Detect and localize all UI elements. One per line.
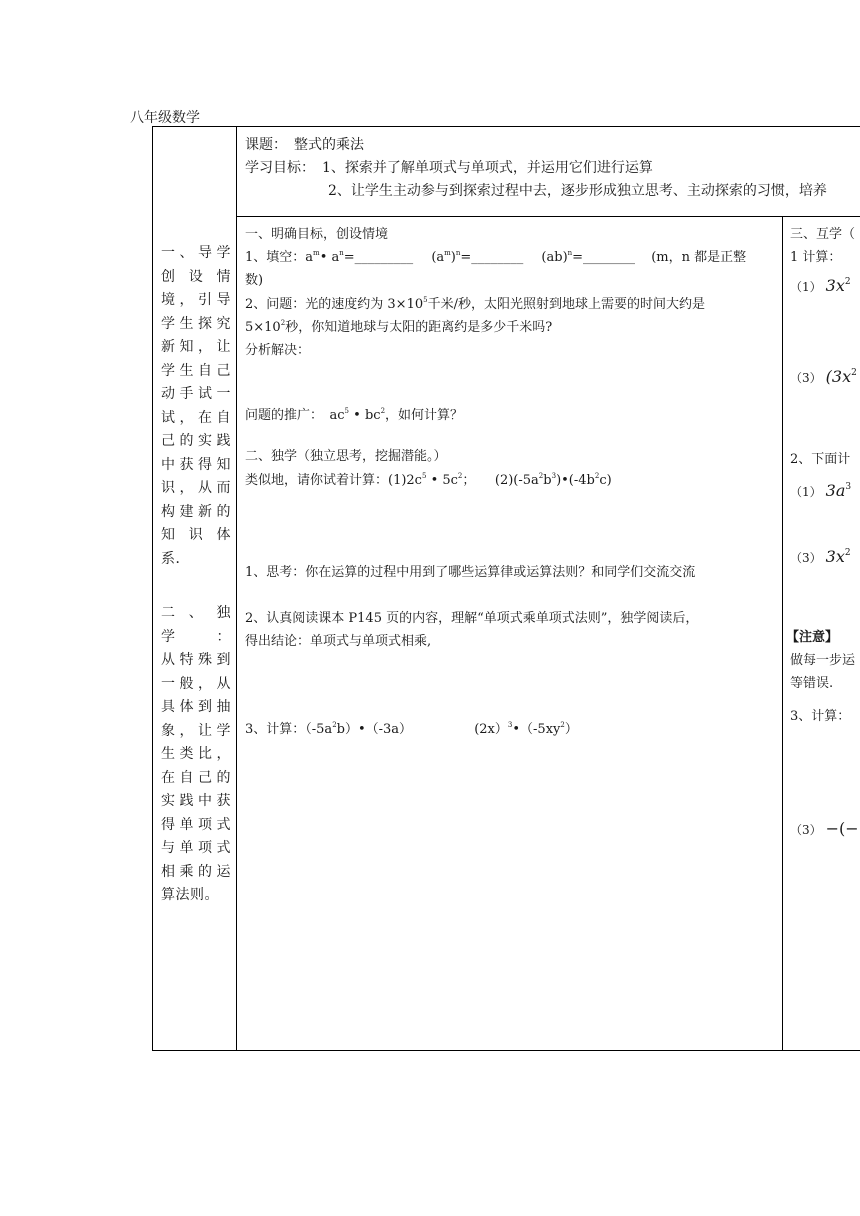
exp: 2 bbox=[560, 721, 565, 729]
problem-line-2 bbox=[245, 316, 552, 335]
table-mid-border bbox=[236, 216, 860, 217]
self-line: 象，让学 bbox=[161, 722, 231, 739]
guide-line: 知 识 体 bbox=[161, 527, 231, 543]
lesson-title: 课题： 整式的乘法 bbox=[245, 137, 364, 153]
text: 类似地，请你试着计算：(1)2c bbox=[245, 473, 422, 488]
fill-note: (m，n 都是正整 bbox=[651, 250, 747, 265]
text: （3） bbox=[790, 551, 822, 565]
right-q2-item-1 bbox=[790, 481, 851, 500]
objective-2: 2、让学生主动参与到探索过程中去，逐步形成独立思考、主动探索的习惯，培养 bbox=[328, 183, 827, 199]
table-top-border bbox=[152, 126, 860, 127]
right-item-3 bbox=[790, 367, 857, 386]
think-question: 1、思考：你在运算的过程中用到了哪些运算律或运算法则？和同学们交流交流 bbox=[245, 565, 696, 580]
self-line: 具体到抽 bbox=[161, 699, 231, 715]
table-left-border bbox=[152, 126, 153, 1051]
analysis-label: 分析解决： bbox=[245, 343, 311, 358]
guide-line: 己的实践 bbox=[161, 433, 231, 449]
exp: 5 bbox=[423, 296, 428, 304]
text: 2、问题：光的速度约为 3×10 bbox=[245, 297, 424, 312]
math: 3a bbox=[825, 481, 846, 500]
right-calc-3: 3、计算： bbox=[790, 709, 851, 724]
guide-line: 试，在自 bbox=[161, 409, 231, 426]
exp: 2 bbox=[538, 472, 544, 480]
similar-exercise bbox=[245, 469, 612, 488]
exp: 2 bbox=[332, 721, 337, 729]
exp: 2 bbox=[380, 407, 386, 415]
text: （3） bbox=[790, 371, 822, 385]
exp: 2 bbox=[594, 472, 600, 480]
reading-line-2: 得出结论：单项式与单项式相乘, bbox=[245, 634, 432, 649]
problem-line-1 bbox=[245, 293, 705, 312]
blank: =________ bbox=[572, 250, 636, 265]
exp: n bbox=[339, 249, 344, 257]
math: (3x bbox=[825, 367, 852, 386]
self-line: 生类比， bbox=[161, 746, 231, 762]
guide-line: 创 设 情 bbox=[161, 268, 231, 285]
note-line-1: 做每一步运 bbox=[790, 653, 856, 668]
right-calc-label: 1 计算： bbox=[790, 250, 842, 265]
text: b）•（-3a） bbox=[336, 722, 413, 737]
math: −(− bbox=[825, 819, 859, 838]
exp: n bbox=[567, 249, 573, 257]
expr: • a bbox=[319, 250, 340, 265]
exp: 5 bbox=[421, 472, 427, 480]
objective-1: 学习目标： 1、探索并了解单项式与单项式，并运用它们进行运算 bbox=[245, 160, 653, 176]
section-3-heading: 三、互学（ bbox=[790, 227, 856, 242]
exp: 2 bbox=[280, 319, 286, 327]
text: ； (2)(-5a bbox=[462, 473, 539, 488]
self-line: 一般，从 bbox=[161, 675, 231, 692]
right-calc-3-item bbox=[790, 819, 859, 838]
self-line: 在自己的 bbox=[161, 769, 231, 786]
expr: (ab) bbox=[541, 250, 568, 265]
guide-line: 新知，让 bbox=[161, 339, 231, 355]
fill-prefix: 1、填空： bbox=[245, 250, 306, 265]
self-line: 二、独学： bbox=[161, 605, 231, 645]
blank: =________ bbox=[460, 250, 524, 265]
self-line: 算法则。 bbox=[161, 887, 219, 903]
exp: 2 bbox=[844, 277, 851, 287]
section-2-heading: 二、独学（独立思考，挖掘潜能。） bbox=[245, 449, 447, 464]
fill-note-cont: 数) bbox=[245, 273, 264, 288]
guide-line: 系． bbox=[161, 550, 190, 567]
exp: m bbox=[444, 249, 451, 257]
text: b bbox=[543, 473, 552, 488]
text: c) bbox=[599, 473, 612, 488]
guide-line: 学生自己 bbox=[161, 362, 231, 379]
text: •（-5xy bbox=[512, 722, 561, 737]
text: 问题的推广： ac bbox=[245, 408, 345, 423]
exp: 3 bbox=[845, 482, 852, 492]
right-item-1 bbox=[790, 276, 851, 295]
col-divider-1 bbox=[236, 126, 237, 1051]
self-line: 从特殊到 bbox=[161, 652, 231, 668]
guide-line: 学生探究 bbox=[161, 315, 231, 332]
self-study-description bbox=[161, 602, 231, 908]
col-divider-2 bbox=[782, 216, 783, 1051]
exp: 2 bbox=[851, 368, 857, 378]
text: （1） bbox=[790, 485, 822, 499]
text: 秒，你知道地球与太阳的距离约是多少千米吗? bbox=[285, 320, 553, 335]
guide-line: 识，从而 bbox=[161, 480, 231, 496]
header-label: 八年级数学 bbox=[130, 110, 200, 126]
guide-description bbox=[161, 242, 231, 571]
exp: 3 bbox=[551, 472, 557, 480]
guide-line: 构建新的 bbox=[161, 503, 231, 520]
note-line-2: 等错误. bbox=[790, 676, 834, 691]
right-q2-item-3 bbox=[790, 547, 851, 566]
self-line: 实践中获 bbox=[161, 793, 231, 809]
section-1-heading: 一、明确目标，创设情境 bbox=[245, 227, 389, 242]
exp: m bbox=[313, 249, 320, 257]
reading-line-1: 2、认真阅读课本 P145 页的内容，理解“单项式乘单项式法则”，独学阅读后， bbox=[245, 611, 699, 626]
calc-exercise bbox=[245, 718, 578, 737]
text: （1） bbox=[790, 280, 822, 294]
self-line: 得单项式 bbox=[161, 816, 231, 833]
generalization bbox=[245, 404, 463, 423]
guide-line: 中获得知 bbox=[161, 456, 231, 473]
fill-in-question bbox=[245, 246, 746, 265]
math: 3x bbox=[825, 547, 845, 566]
exp: 2 bbox=[457, 472, 463, 480]
blank: =_________ bbox=[343, 250, 414, 265]
note-heading: 【注意】 bbox=[786, 630, 839, 645]
exp: 2 bbox=[844, 548, 851, 558]
guide-line: 境，引导 bbox=[161, 292, 231, 308]
exp: n bbox=[455, 249, 461, 257]
text: 5×10 bbox=[245, 320, 281, 335]
math: 3x bbox=[825, 276, 845, 295]
exp: 3 bbox=[507, 721, 513, 729]
text: • bc bbox=[349, 408, 381, 423]
expr: (a bbox=[431, 250, 445, 265]
guide-line: 动手试一 bbox=[161, 386, 231, 402]
expr: ) bbox=[450, 250, 456, 265]
text: ） bbox=[564, 722, 578, 737]
table-bottom-border bbox=[152, 1050, 860, 1051]
self-line: 相乘的运 bbox=[161, 863, 231, 880]
self-line: 与单项式 bbox=[161, 840, 231, 856]
text: (2x） bbox=[474, 722, 508, 737]
text: （3） bbox=[790, 823, 822, 837]
text: 千米/秒，太阳光照射到地球上需要的时间大约是 bbox=[427, 297, 705, 312]
text: • 5c bbox=[426, 473, 458, 488]
text: 3、计算：（-5a bbox=[245, 722, 333, 737]
text: )•(-4b bbox=[556, 473, 595, 488]
text: ，如何计算？ bbox=[385, 408, 464, 423]
right-question-2: 2、下面计 bbox=[790, 452, 851, 467]
exp: 5 bbox=[344, 407, 350, 415]
expr: a bbox=[305, 250, 314, 265]
guide-line: 一、导学 bbox=[161, 245, 231, 261]
